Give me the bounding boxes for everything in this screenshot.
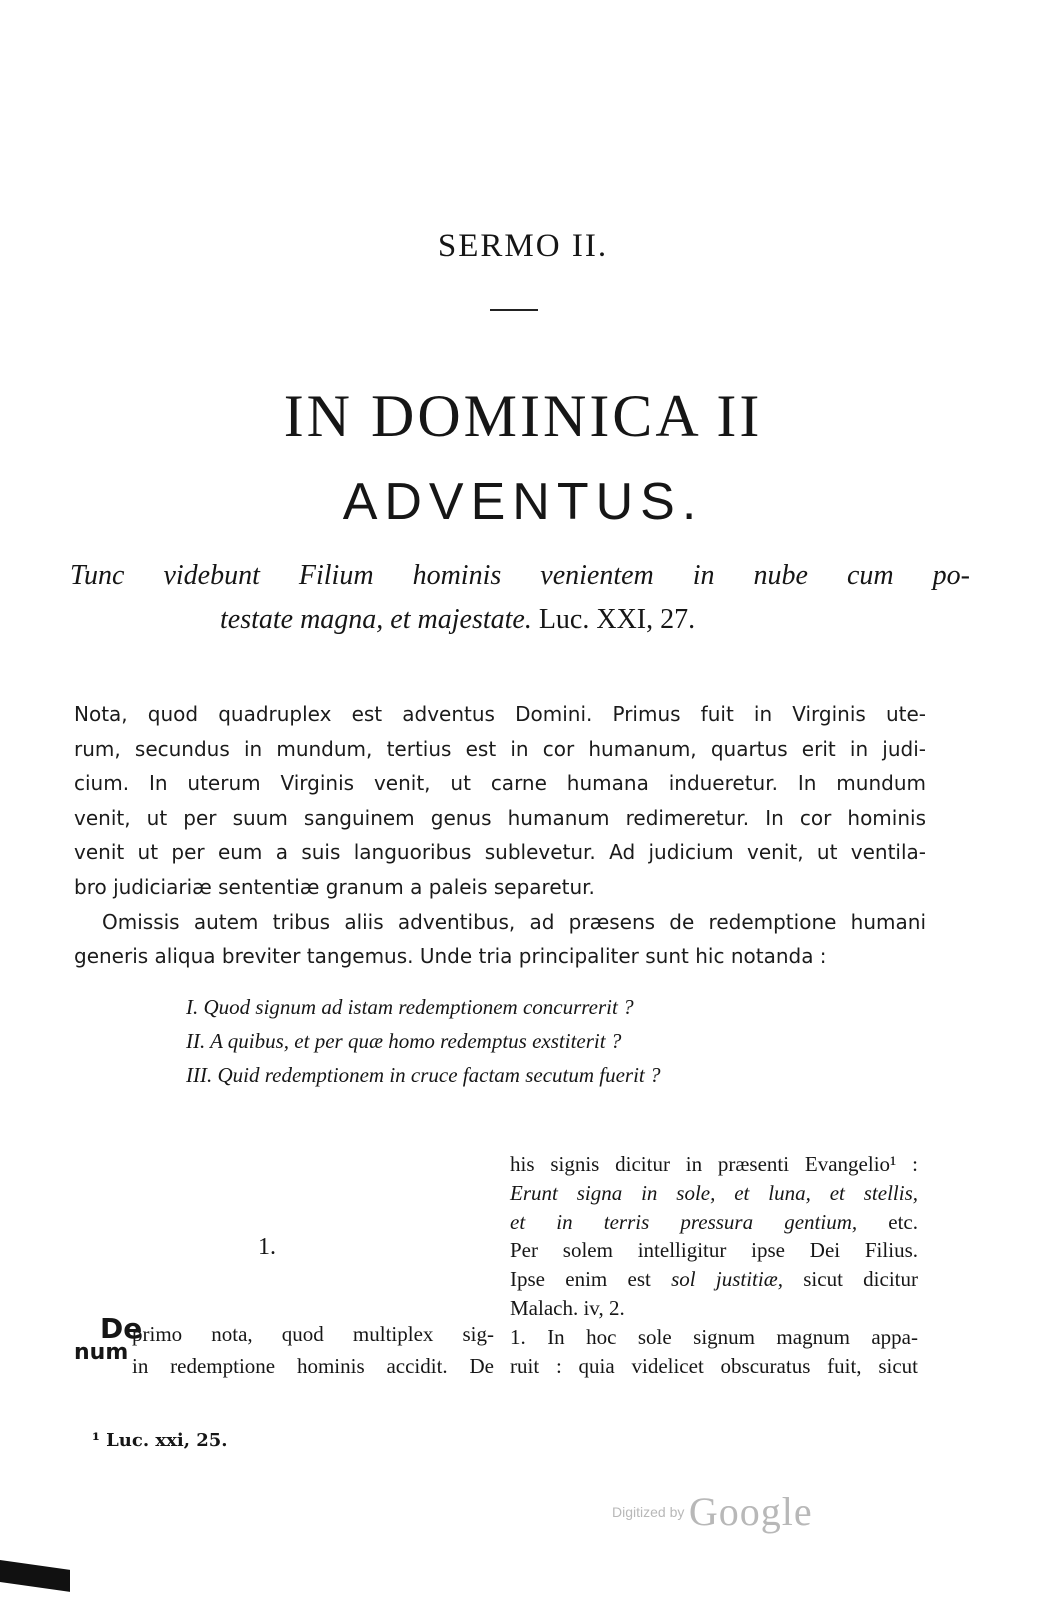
text-line (510, 1179, 918, 1208)
digitized-watermark (612, 1488, 813, 1535)
text-line: Malach. iv, 2. (510, 1295, 625, 1320)
text-line: Omissis autem tribus aliis adventibus, ad præsens de redemptione humani (102, 909, 926, 934)
question-item: II. A quibus, et per quæ homo redemptus exstiterit ? (186, 1029, 622, 1053)
section-number: 1. (258, 1234, 276, 1260)
text-line: Per solem intelligitur ipse Dei Filius. (510, 1238, 918, 1263)
text-line (510, 1208, 918, 1237)
text-line: primo nota, quod multiplex sig- (132, 1322, 494, 1346)
text-line: 1. In hoc sole signum magnum appa- (510, 1324, 918, 1349)
text-line: in redemptione hominis accidit. De (132, 1354, 494, 1378)
question-item: I. Quod signum ad istam redemptionem concurrerit ? (186, 995, 634, 1019)
left-column (74, 1318, 494, 1382)
scripture-quote: sol justitiæ, (671, 1267, 783, 1292)
text-line: his signis dicitur in præsenti Evangelio¹ : (510, 1152, 918, 1176)
watermark-prefix: Digitized by (612, 1504, 685, 1520)
title-line-1: IN DOMINICA II (283, 383, 763, 449)
text-line: rum, secundus in mundum, tertius est in cor humanum, quartus erit in judi- (74, 736, 926, 761)
question-list (186, 990, 886, 1092)
text-line: cium. In uterum Virginis venit, ut carne humana indueretur. In mundum (74, 771, 926, 796)
drop-cap-bottom: num (74, 1340, 129, 1365)
drop-cap-top: De (100, 1312, 143, 1345)
paragraph-2 (74, 905, 926, 974)
scripture-quote: et in terris pressura gentium, (510, 1209, 858, 1234)
google-logo: Google (688, 1489, 813, 1534)
text-fragment: sicut dicitur (782, 1267, 918, 1292)
text-line: bro judiciariæ sententiæ granum a paleis separetur. (74, 874, 595, 899)
epigraph-quote-end: testate magna, et majestate. (220, 604, 532, 635)
text-line: venit, ut per suum sanguinem genus humanum redimeretur. In cor hominis (74, 805, 926, 830)
footnote: ¹ Luc. xxi, 25. (92, 1430, 228, 1451)
epigraph-line-1: Tunc videbunt Filium hominis venientem in nube cum po- (70, 560, 970, 591)
body-text (74, 697, 926, 974)
text-line (510, 1265, 918, 1294)
epigraph-line-2 (70, 598, 970, 642)
sermon-number: SERMO II. (437, 228, 609, 264)
etc-text: etc. (857, 1209, 918, 1234)
right-column (510, 1150, 918, 1380)
question-item: III. Quid redemptionem in cruce factam secutum fuerit ? (186, 1063, 661, 1087)
paragraph-1 (74, 697, 926, 905)
text-line: venit ut per eum a suis languoribus sublevetur. Ad judicium venit, ut ventila- (74, 840, 926, 865)
epigraph (70, 554, 970, 642)
text-line: ruit : quia videlicet obscuratus fuit, sicut (510, 1353, 918, 1378)
title-line-2: ADVENTUS. (342, 473, 704, 531)
scripture-quote: Erunt signa in sole, et luna, et stellis, (510, 1180, 918, 1205)
epigraph-reference: Luc. XXI, 27. (531, 604, 696, 635)
text-line: generis aliqua breviter tangemus. Unde tria principaliter sunt hic notanda : (74, 944, 827, 969)
scan-edge-mark (0, 1560, 70, 1592)
text-line: Nota, quod quadruplex est adventus Domini. Primus fuit in Virginis ute- (74, 702, 926, 726)
text-fragment: Ipse enim est (510, 1267, 672, 1292)
title-divider (490, 309, 538, 311)
